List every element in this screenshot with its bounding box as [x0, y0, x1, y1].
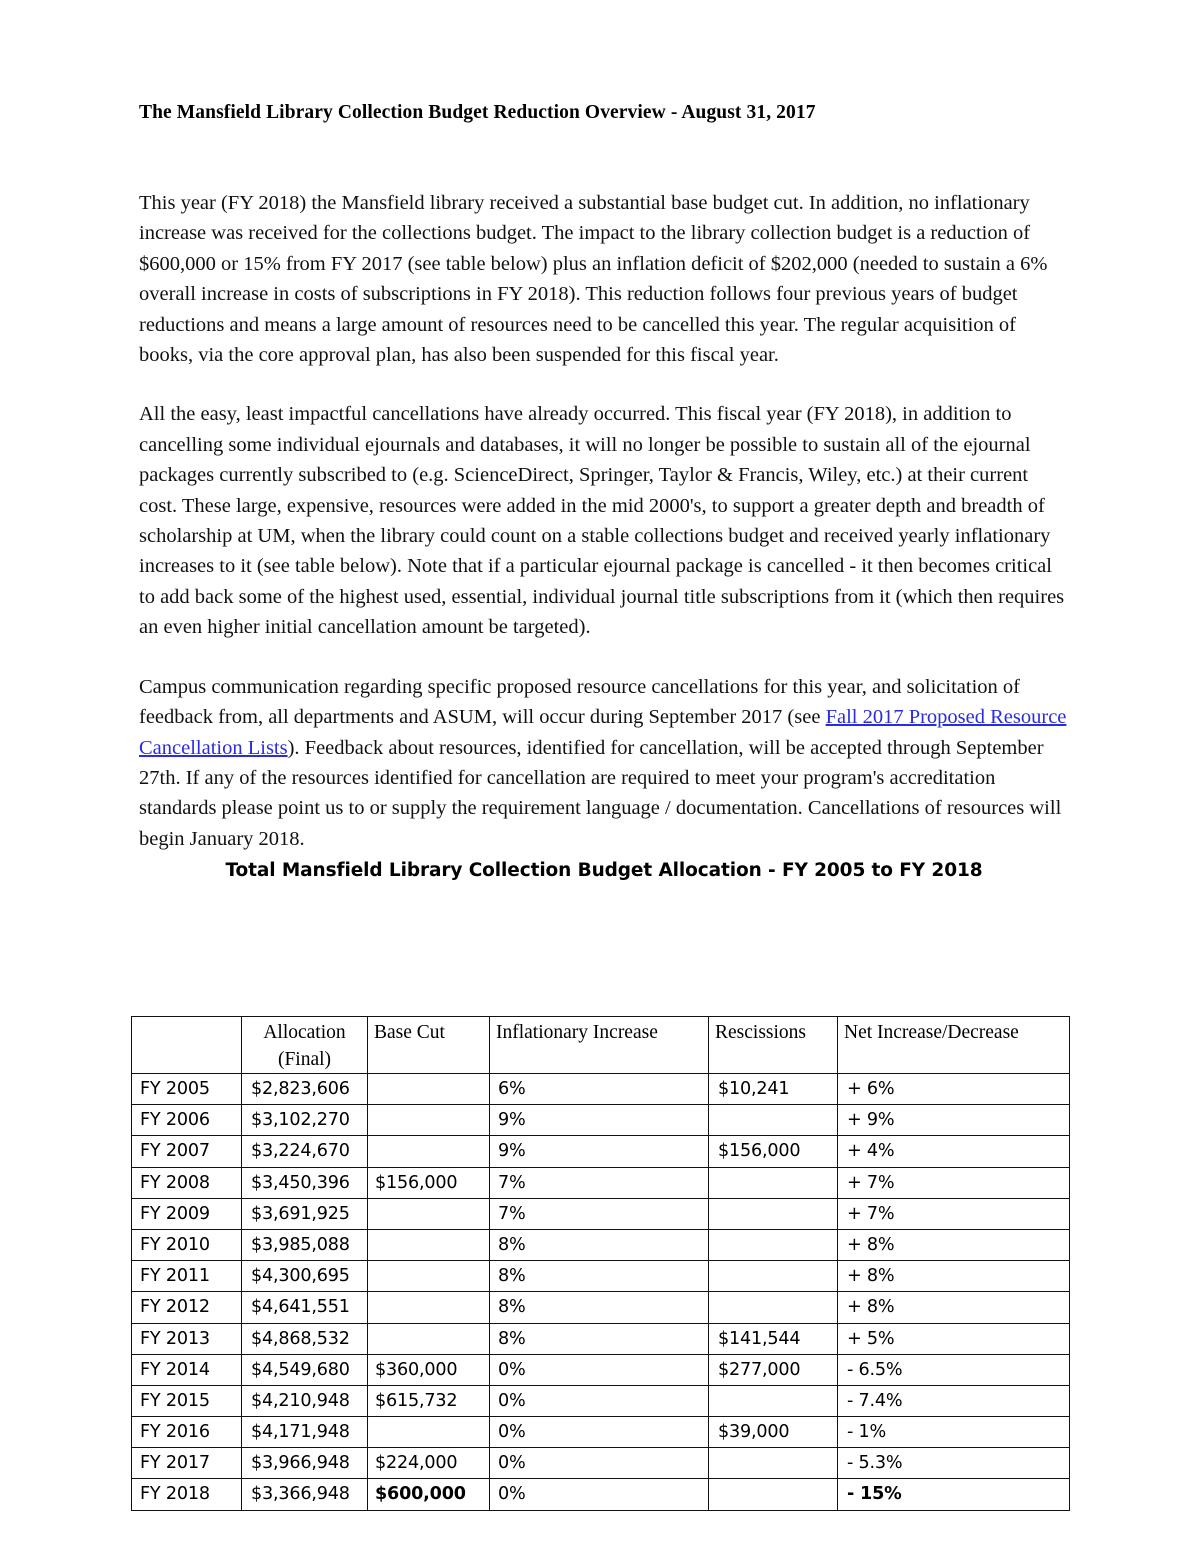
- paragraph-cancellations-context: All the easy, least impactful cancellations have already occurred. This fiscal year (FY 2018), in addition to cancelling some individual ejournals and databases, it will no longer be possible to sustain all of the ejournal packages currently subscribed to (e.g. ScienceDirect, Springer, Taylor & Francis, Wiley, etc.) at their current cost. These large, expensive, resources were added in the mid 2000's, to support a greater depth and breadth of scholarship at UM, when the library could count on a stable collections budget and received yearly inflationary increases to it (see table below). Note that if a particular ejournal package is cancelled - it then becomes critical to add back some of the highest used, essential, individual journal title subscriptions from it (which then requires an even higher initial cancellation amount be targeted).: [139, 403, 1065, 639]
- column-header-rescissions: Rescissions: [709, 1017, 838, 1074]
- cell-allocation: $4,210,948: [242, 1385, 368, 1416]
- cell-base-cut: $360,000: [368, 1354, 490, 1385]
- cell-allocation: $3,102,270: [242, 1105, 368, 1136]
- cell-fiscal-year: FY 2012: [132, 1292, 242, 1323]
- cell-rescissions: [709, 1105, 838, 1136]
- cell-net-increase-decrease: + 7%: [838, 1198, 1070, 1229]
- cell-rescissions: $156,000: [709, 1136, 838, 1167]
- cell-inflationary-increase: 8%: [490, 1292, 709, 1323]
- table-row: [132, 1136, 1070, 1167]
- column-header-base-cut: Base Cut: [368, 1017, 490, 1074]
- cell-inflationary-increase: 8%: [490, 1323, 709, 1354]
- cell-inflationary-increase: 0%: [490, 1448, 709, 1479]
- cell-inflationary-increase: 8%: [490, 1261, 709, 1292]
- cell-rescissions: [709, 1261, 838, 1292]
- cell-base-cut: [368, 1261, 490, 1292]
- cell-fiscal-year: FY 2015: [132, 1385, 242, 1416]
- cell-allocation: $4,549,680: [242, 1354, 368, 1385]
- table-row: [132, 1417, 1070, 1448]
- cell-inflationary-increase: 0%: [490, 1479, 709, 1510]
- cell-allocation: $3,450,396: [242, 1167, 368, 1198]
- cell-fiscal-year: FY 2007: [132, 1136, 242, 1167]
- table-caption: Total Mansfield Library Collection Budget Allocation - FY 2005 to FY 2018: [225, 860, 983, 882]
- cell-net-increase-decrease: - 6.5%: [838, 1354, 1070, 1385]
- paragraph-text-after-link: ). Feedback about resources, identified for cancellation, will be accepted through September 27th. If any of the resources identified for cancellation are required to meet your program's accreditation standards please point us to or supply the requirement language / documentation. Cancellations of resources will begin January 2018.: [139, 736, 1062, 850]
- cell-base-cut: [368, 1105, 490, 1136]
- cell-rescissions: [709, 1479, 838, 1510]
- column-header-allocation-line2: (Final): [277, 1049, 332, 1070]
- cell-inflationary-increase: 9%: [490, 1105, 709, 1136]
- cell-rescissions: [709, 1198, 838, 1229]
- cell-inflationary-increase: 8%: [490, 1229, 709, 1260]
- cell-fiscal-year: FY 2013: [132, 1323, 242, 1354]
- cell-inflationary-increase: 6%: [490, 1074, 709, 1105]
- cell-base-cut: [368, 1229, 490, 1260]
- table-row: [132, 1105, 1070, 1136]
- cell-net-increase-decrease: + 8%: [838, 1229, 1070, 1260]
- cell-inflationary-increase: 0%: [490, 1354, 709, 1385]
- table-row: [132, 1354, 1070, 1385]
- cell-rescissions: [709, 1229, 838, 1260]
- cell-fiscal-year: FY 2018: [132, 1479, 242, 1510]
- cell-rescissions: [709, 1385, 838, 1416]
- cell-allocation: $3,966,948: [242, 1448, 368, 1479]
- cell-net-increase-decrease: + 8%: [838, 1292, 1070, 1323]
- cell-net-increase-decrease: + 4%: [838, 1136, 1070, 1167]
- cell-fiscal-year: FY 2008: [132, 1167, 242, 1198]
- cancellation-lists-link[interactable]: Fall 2017 Proposed Resource Cancellation Lists: [139, 706, 1067, 759]
- cell-allocation: $2,823,606: [242, 1074, 368, 1105]
- cell-net-increase-decrease: + 7%: [838, 1167, 1070, 1198]
- cell-net-increase-decrease: - 1%: [838, 1417, 1070, 1448]
- table-row: [132, 1323, 1070, 1354]
- document-body: [139, 100, 1069, 881]
- cell-allocation: $3,224,670: [242, 1136, 368, 1167]
- table-row: [132, 1074, 1070, 1105]
- cell-base-cut: [368, 1136, 490, 1167]
- cell-net-increase-decrease: + 8%: [838, 1261, 1070, 1292]
- cell-rescissions: [709, 1292, 838, 1323]
- cell-net-increase-decrease: - 5.3%: [838, 1448, 1070, 1479]
- cell-inflationary-increase: 7%: [490, 1198, 709, 1229]
- paragraph-campus-communication: [139, 672, 1069, 854]
- page-title: The Mansfield Library Collection Budget Reduction Overview - August 31, 2017: [139, 102, 816, 123]
- cell-base-cut: $156,000: [368, 1167, 490, 1198]
- cell-rescissions: $141,544: [709, 1323, 838, 1354]
- cell-rescissions: $277,000: [709, 1354, 838, 1385]
- table-body: [132, 1074, 1070, 1511]
- cell-base-cut: [368, 1323, 490, 1354]
- cell-allocation: $3,366,948: [242, 1479, 368, 1510]
- paragraph-budget-cut-overview: This year (FY 2018) the Mansfield library received a substantial base budget cut. In addition, no inflationary increase was received for the collections budget. The impact to the library collection budget is a reduction of $600,000 or 15% from FY 2017 (see table below) plus an inflation deficit of $202,000 (needed to sustain a 6% overall increase in costs of subscriptions in FY 2018). This reduction follows four previous years of budget reductions and means a large amount of resources need to be cancelled this year. The regular acquisition of books, via the core approval plan, has also been suspended for this fiscal year.: [139, 192, 1048, 367]
- column-header-net-increase-decrease: Net Increase/Decrease: [838, 1017, 1070, 1074]
- cell-rescissions: [709, 1448, 838, 1479]
- cell-base-cut: $600,000: [368, 1479, 490, 1510]
- cell-base-cut: $224,000: [368, 1448, 490, 1479]
- table-row: [132, 1479, 1070, 1510]
- cell-fiscal-year: FY 2005: [132, 1074, 242, 1105]
- cell-inflationary-increase: 7%: [490, 1167, 709, 1198]
- cell-fiscal-year: FY 2014: [132, 1354, 242, 1385]
- cell-fiscal-year: FY 2009: [132, 1198, 242, 1229]
- cell-base-cut: $615,732: [368, 1385, 490, 1416]
- cell-net-increase-decrease: + 5%: [838, 1323, 1070, 1354]
- table-row: [132, 1292, 1070, 1323]
- cell-fiscal-year: FY 2010: [132, 1229, 242, 1260]
- budget-allocation-table: [131, 1016, 1070, 1511]
- cell-base-cut: [368, 1417, 490, 1448]
- cell-allocation: $3,691,925: [242, 1198, 368, 1229]
- cell-inflationary-increase: 0%: [490, 1417, 709, 1448]
- table-row: [132, 1198, 1070, 1229]
- cell-net-increase-decrease: + 6%: [838, 1074, 1070, 1105]
- cell-allocation: $4,868,532: [242, 1323, 368, 1354]
- paragraph-text-before-link: Campus communication regarding specific proposed resource cancellations for this year, and solicitation of feedback from, all departments and ASUM, will occur during September 2017 (see: [139, 675, 1020, 729]
- table-row: [132, 1261, 1070, 1292]
- cell-rescissions: [709, 1167, 838, 1198]
- column-header-allocation-line1: Allocation: [263, 1022, 346, 1043]
- cell-fiscal-year: FY 2017: [132, 1448, 242, 1479]
- table-header: [132, 1017, 1070, 1074]
- table-header-row: [132, 1017, 1070, 1074]
- column-header-inflationary-increase: Inflationary Increase: [490, 1017, 709, 1074]
- cell-fiscal-year: FY 2011: [132, 1261, 242, 1292]
- cell-allocation: $3,985,088: [242, 1229, 368, 1260]
- table-row: [132, 1385, 1070, 1416]
- cell-base-cut: [368, 1198, 490, 1229]
- table-row: [132, 1229, 1070, 1260]
- cell-inflationary-increase: 0%: [490, 1385, 709, 1416]
- cell-inflationary-increase: 9%: [490, 1136, 709, 1167]
- budget-table-container: [131, 1016, 1069, 1511]
- column-header-fiscal-year: [132, 1017, 242, 1074]
- cell-allocation: $4,641,551: [242, 1292, 368, 1323]
- table-row: [132, 1167, 1070, 1198]
- cell-rescissions: $10,241: [709, 1074, 838, 1105]
- cell-base-cut: [368, 1292, 490, 1323]
- cell-fiscal-year: FY 2006: [132, 1105, 242, 1136]
- cell-rescissions: $39,000: [709, 1417, 838, 1448]
- cell-net-increase-decrease: - 7.4%: [838, 1385, 1070, 1416]
- cell-base-cut: [368, 1074, 490, 1105]
- cell-allocation: $4,300,695: [242, 1261, 368, 1292]
- table-row: [132, 1448, 1070, 1479]
- cell-allocation: $4,171,948: [242, 1417, 368, 1448]
- column-header-allocation: [242, 1017, 368, 1074]
- cell-net-increase-decrease: + 9%: [838, 1105, 1070, 1136]
- cell-net-increase-decrease: - 15%: [838, 1479, 1070, 1510]
- cell-fiscal-year: FY 2016: [132, 1417, 242, 1448]
